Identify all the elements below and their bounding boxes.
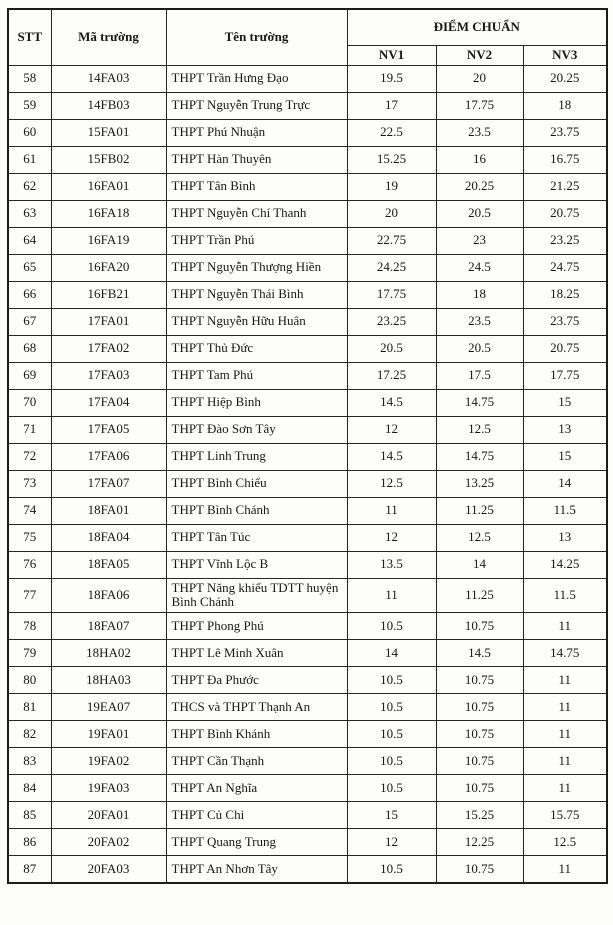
cell-stt: 59 <box>8 92 51 119</box>
cell-school-code: 18FA06 <box>51 578 166 613</box>
cell-nv1: 11 <box>347 497 436 524</box>
cell-school-name: THPT Tân Túc <box>166 524 347 551</box>
cell-school-name: THPT Nguyễn Trung Trực <box>166 92 347 119</box>
cell-school-code: 16FA01 <box>51 173 166 200</box>
cell-school-name: THPT Đa Phước <box>166 667 347 694</box>
col-header-nv3: NV3 <box>523 45 607 65</box>
table-row <box>8 389 607 416</box>
cell-nv3: 20.75 <box>523 200 607 227</box>
cell-nv3: 11 <box>523 667 607 694</box>
table-row <box>8 119 607 146</box>
table-row <box>8 146 607 173</box>
cell-school-code: 18HA02 <box>51 640 166 667</box>
admission-scores-table <box>7 8 608 884</box>
cell-nv2: 17.5 <box>436 362 523 389</box>
cell-school-name: THPT Củ Chi <box>166 802 347 829</box>
table-row <box>8 578 607 613</box>
cell-nv3: 11.5 <box>523 578 607 613</box>
cell-nv1: 10.5 <box>347 775 436 802</box>
cell-nv2: 23.5 <box>436 119 523 146</box>
cell-nv3: 23.75 <box>523 119 607 146</box>
cell-nv2: 23 <box>436 227 523 254</box>
cell-stt: 85 <box>8 802 51 829</box>
cell-stt: 82 <box>8 721 51 748</box>
cell-nv2: 10.75 <box>436 613 523 640</box>
table-row <box>8 335 607 362</box>
table-row <box>8 227 607 254</box>
cell-school-code: 20FA03 <box>51 856 166 883</box>
cell-school-code: 17FA03 <box>51 362 166 389</box>
cell-nv3: 24.75 <box>523 254 607 281</box>
cell-nv3: 14 <box>523 470 607 497</box>
cell-school-code: 16FA18 <box>51 200 166 227</box>
cell-school-code: 17FA01 <box>51 308 166 335</box>
cell-nv1: 13.5 <box>347 551 436 578</box>
cell-stt: 72 <box>8 443 51 470</box>
cell-stt: 58 <box>8 65 51 92</box>
cell-stt: 75 <box>8 524 51 551</box>
cell-school-code: 19FA02 <box>51 748 166 775</box>
cell-school-name: THPT An Nhơn Tây <box>166 856 347 883</box>
cell-nv1: 12 <box>347 524 436 551</box>
table-row <box>8 775 607 802</box>
cell-nv1: 10.5 <box>347 667 436 694</box>
cell-school-name: THPT Hiệp Bình <box>166 389 347 416</box>
col-header-ten-truong: Tên trường <box>166 9 347 65</box>
cell-school-name: THPT Tân Bình <box>166 173 347 200</box>
table-row <box>8 416 607 443</box>
cell-nv1: 10.5 <box>347 856 436 883</box>
cell-nv1: 14.5 <box>347 389 436 416</box>
cell-school-code: 17FA07 <box>51 470 166 497</box>
cell-nv1: 15 <box>347 802 436 829</box>
cell-stt: 62 <box>8 173 51 200</box>
cell-nv2: 10.75 <box>436 694 523 721</box>
cell-nv2: 10.75 <box>436 748 523 775</box>
cell-nv3: 17.75 <box>523 362 607 389</box>
col-header-diem-chuan: ĐIỂM CHUẨN <box>347 9 607 45</box>
cell-nv2: 24.5 <box>436 254 523 281</box>
table-row <box>8 92 607 119</box>
cell-nv2: 11.25 <box>436 497 523 524</box>
table-row <box>8 281 607 308</box>
cell-nv1: 19 <box>347 173 436 200</box>
cell-stt: 67 <box>8 308 51 335</box>
cell-school-name: THCS và THPT Thạnh An <box>166 694 347 721</box>
cell-school-name: THPT Nguyễn Thượng Hiền <box>166 254 347 281</box>
cell-stt: 71 <box>8 416 51 443</box>
col-header-nv1: NV1 <box>347 45 436 65</box>
cell-stt: 64 <box>8 227 51 254</box>
cell-school-code: 18FA05 <box>51 551 166 578</box>
cell-school-name: THPT Bình Khánh <box>166 721 347 748</box>
cell-school-code: 17FA02 <box>51 335 166 362</box>
cell-nv3: 13 <box>523 524 607 551</box>
cell-nv3: 15 <box>523 443 607 470</box>
cell-nv3: 21.25 <box>523 173 607 200</box>
col-header-stt: STT <box>8 9 51 65</box>
table-row <box>8 721 607 748</box>
table-row <box>8 551 607 578</box>
cell-stt: 63 <box>8 200 51 227</box>
cell-stt: 61 <box>8 146 51 173</box>
table-header <box>8 9 607 65</box>
cell-stt: 66 <box>8 281 51 308</box>
cell-stt: 76 <box>8 551 51 578</box>
cell-nv2: 20 <box>436 65 523 92</box>
table-row <box>8 308 607 335</box>
cell-school-name: THPT Vĩnh Lộc B <box>166 551 347 578</box>
cell-nv2: 23.5 <box>436 308 523 335</box>
table-row <box>8 856 607 883</box>
table-row <box>8 443 607 470</box>
cell-nv1: 14 <box>347 640 436 667</box>
cell-school-name: THPT Bình Chiểu <box>166 470 347 497</box>
cell-nv3: 11 <box>523 856 607 883</box>
table-row <box>8 65 607 92</box>
col-header-nv2: NV2 <box>436 45 523 65</box>
cell-school-name: THPT Năng khiếu TDTT huyện Bình Chánh <box>166 578 347 613</box>
cell-nv3: 20.25 <box>523 65 607 92</box>
cell-stt: 83 <box>8 748 51 775</box>
cell-stt: 79 <box>8 640 51 667</box>
cell-nv2: 12.5 <box>436 416 523 443</box>
table-row <box>8 640 607 667</box>
cell-school-code: 17FA05 <box>51 416 166 443</box>
cell-stt: 80 <box>8 667 51 694</box>
cell-school-code: 16FB21 <box>51 281 166 308</box>
cell-stt: 81 <box>8 694 51 721</box>
cell-school-name: THPT Nguyễn Chí Thanh <box>166 200 347 227</box>
table-row <box>8 173 607 200</box>
cell-nv1: 20.5 <box>347 335 436 362</box>
cell-nv3: 11 <box>523 721 607 748</box>
cell-nv1: 24.25 <box>347 254 436 281</box>
cell-nv2: 14.75 <box>436 443 523 470</box>
cell-nv1: 17.25 <box>347 362 436 389</box>
table-row <box>8 613 607 640</box>
cell-school-name: THPT Quang Trung <box>166 829 347 856</box>
cell-stt: 69 <box>8 362 51 389</box>
cell-nv2: 10.75 <box>436 856 523 883</box>
cell-school-code: 18FA04 <box>51 524 166 551</box>
table-row <box>8 829 607 856</box>
cell-school-name: THPT Phong Phú <box>166 613 347 640</box>
cell-nv1: 23.25 <box>347 308 436 335</box>
cell-nv1: 11 <box>347 578 436 613</box>
cell-nv1: 10.5 <box>347 694 436 721</box>
cell-nv1: 19.5 <box>347 65 436 92</box>
cell-nv3: 16.75 <box>523 146 607 173</box>
cell-nv2: 20.5 <box>436 200 523 227</box>
cell-stt: 65 <box>8 254 51 281</box>
cell-nv1: 20 <box>347 200 436 227</box>
cell-nv2: 20.5 <box>436 335 523 362</box>
cell-stt: 86 <box>8 829 51 856</box>
table-body <box>8 65 607 883</box>
cell-school-name: THPT Tam Phú <box>166 362 347 389</box>
table-row <box>8 497 607 524</box>
cell-nv2: 14 <box>436 551 523 578</box>
cell-nv3: 11 <box>523 748 607 775</box>
cell-nv3: 12.5 <box>523 829 607 856</box>
cell-school-name: THPT Trần Phú <box>166 227 347 254</box>
cell-school-code: 20FA02 <box>51 829 166 856</box>
table-row <box>8 254 607 281</box>
cell-stt: 73 <box>8 470 51 497</box>
cell-nv1: 15.25 <box>347 146 436 173</box>
cell-school-code: 16FA20 <box>51 254 166 281</box>
cell-stt: 68 <box>8 335 51 362</box>
cell-nv1: 12.5 <box>347 470 436 497</box>
cell-nv1: 22.5 <box>347 119 436 146</box>
cell-nv3: 14.25 <box>523 551 607 578</box>
cell-nv1: 12 <box>347 829 436 856</box>
cell-school-code: 18FA01 <box>51 497 166 524</box>
table-row <box>8 802 607 829</box>
cell-nv3: 18 <box>523 92 607 119</box>
cell-nv2: 17.75 <box>436 92 523 119</box>
header-row-main <box>8 9 607 45</box>
cell-school-code: 14FA03 <box>51 65 166 92</box>
cell-school-name: THPT Cần Thạnh <box>166 748 347 775</box>
cell-school-code: 14FB03 <box>51 92 166 119</box>
cell-nv3: 23.75 <box>523 308 607 335</box>
cell-school-name: THPT An Nghĩa <box>166 775 347 802</box>
table-row <box>8 362 607 389</box>
cell-school-code: 16FA19 <box>51 227 166 254</box>
cell-nv3: 11 <box>523 613 607 640</box>
cell-school-name: THPT Thủ Đức <box>166 335 347 362</box>
cell-school-code: 19FA01 <box>51 721 166 748</box>
cell-nv1: 10.5 <box>347 721 436 748</box>
cell-nv2: 11.25 <box>436 578 523 613</box>
cell-school-name: THPT Nguyễn Hữu Huân <box>166 308 347 335</box>
cell-nv1: 10.5 <box>347 748 436 775</box>
cell-stt: 84 <box>8 775 51 802</box>
cell-nv1: 17.75 <box>347 281 436 308</box>
cell-nv1: 12 <box>347 416 436 443</box>
col-header-ma-truong: Mã trường <box>51 9 166 65</box>
cell-school-code: 19FA03 <box>51 775 166 802</box>
cell-nv2: 12.25 <box>436 829 523 856</box>
cell-nv2: 16 <box>436 146 523 173</box>
cell-stt: 78 <box>8 613 51 640</box>
cell-school-code: 17FA04 <box>51 389 166 416</box>
table-row <box>8 200 607 227</box>
cell-school-name: THPT Hàn Thuyên <box>166 146 347 173</box>
cell-nv3: 23.25 <box>523 227 607 254</box>
table-row <box>8 748 607 775</box>
cell-nv2: 20.25 <box>436 173 523 200</box>
cell-school-name: THPT Phú Nhuận <box>166 119 347 146</box>
cell-school-name: THPT Linh Trung <box>166 443 347 470</box>
cell-nv1: 10.5 <box>347 613 436 640</box>
cell-nv2: 18 <box>436 281 523 308</box>
cell-nv2: 15.25 <box>436 802 523 829</box>
cell-nv3: 15 <box>523 389 607 416</box>
table-row <box>8 524 607 551</box>
cell-nv2: 10.75 <box>436 775 523 802</box>
cell-nv3: 11 <box>523 694 607 721</box>
cell-school-name: THPT Đào Sơn Tây <box>166 416 347 443</box>
cell-school-code: 15FA01 <box>51 119 166 146</box>
cell-school-name: THPT Trần Hưng Đạo <box>166 65 347 92</box>
cell-nv2: 14.75 <box>436 389 523 416</box>
cell-nv3: 11 <box>523 775 607 802</box>
cell-nv2: 10.75 <box>436 721 523 748</box>
cell-nv2: 10.75 <box>436 667 523 694</box>
cell-nv2: 12.5 <box>436 524 523 551</box>
cell-school-code: 19EA07 <box>51 694 166 721</box>
cell-stt: 77 <box>8 578 51 613</box>
cell-nv1: 17 <box>347 92 436 119</box>
cell-school-code: 18HA03 <box>51 667 166 694</box>
cell-nv1: 14.5 <box>347 443 436 470</box>
cell-school-code: 20FA01 <box>51 802 166 829</box>
table-row <box>8 667 607 694</box>
cell-school-name: THPT Bình Chánh <box>166 497 347 524</box>
cell-stt: 70 <box>8 389 51 416</box>
cell-school-code: 15FB02 <box>51 146 166 173</box>
cell-nv3: 11.5 <box>523 497 607 524</box>
table-row <box>8 694 607 721</box>
cell-school-name: THPT Lê Minh Xuân <box>166 640 347 667</box>
cell-school-code: 18FA07 <box>51 613 166 640</box>
cell-stt: 87 <box>8 856 51 883</box>
table-row <box>8 470 607 497</box>
cell-nv3: 15.75 <box>523 802 607 829</box>
cell-stt: 60 <box>8 119 51 146</box>
cell-nv3: 13 <box>523 416 607 443</box>
cell-nv2: 13.25 <box>436 470 523 497</box>
cell-nv1: 22.75 <box>347 227 436 254</box>
cell-nv3: 20.75 <box>523 335 607 362</box>
cell-school-name: THPT Nguyễn Thái Bình <box>166 281 347 308</box>
cell-nv3: 14.75 <box>523 640 607 667</box>
cell-school-code: 17FA06 <box>51 443 166 470</box>
cell-stt: 74 <box>8 497 51 524</box>
cell-nv3: 18.25 <box>523 281 607 308</box>
cell-nv2: 14.5 <box>436 640 523 667</box>
